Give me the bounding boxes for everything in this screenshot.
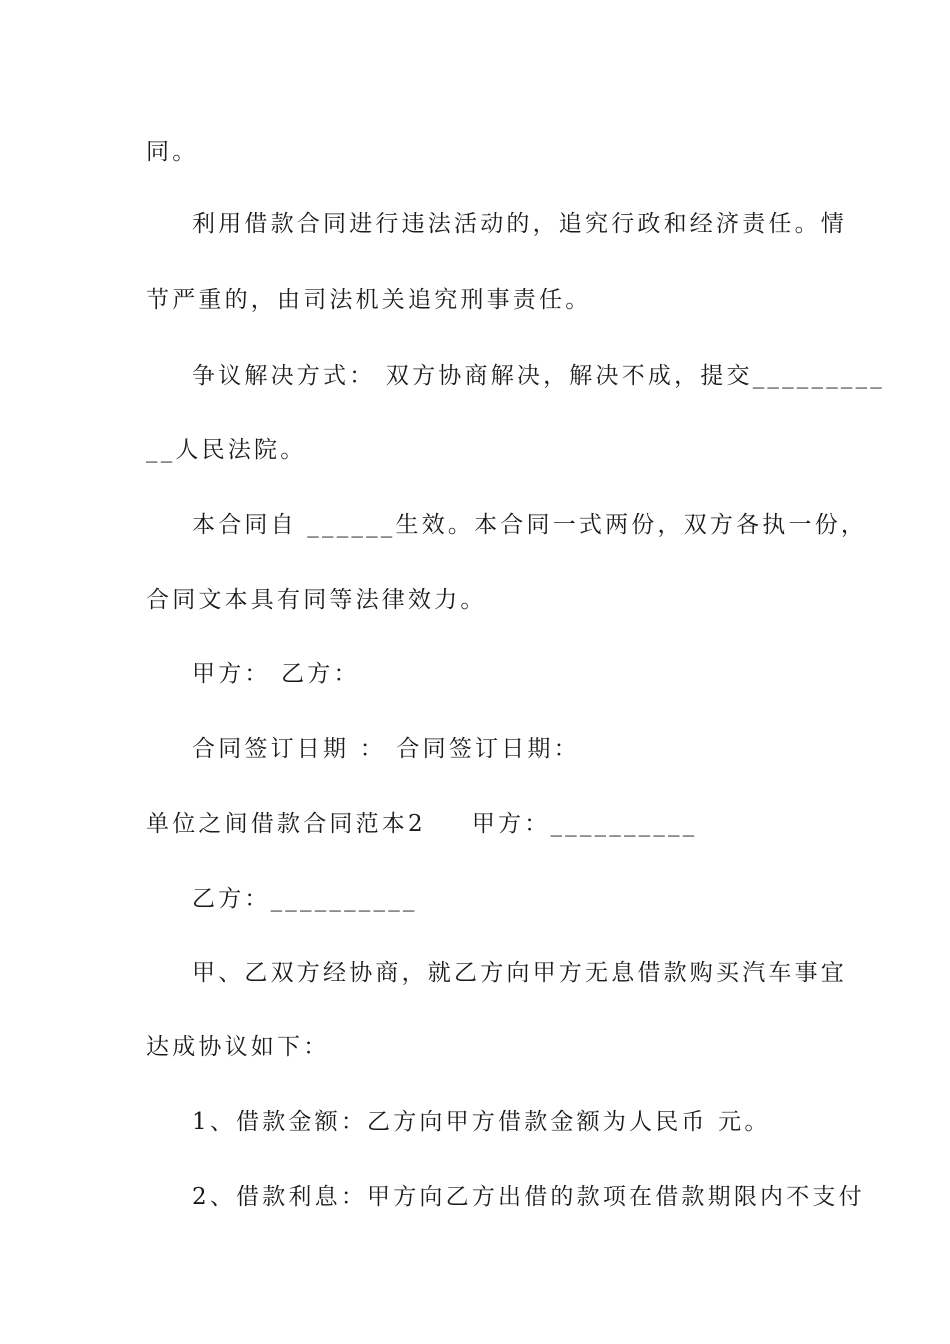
paragraph-line: 节严重的，由司法机关追究刑事责任。 — [146, 287, 592, 313]
section-title: 单位之间借款合同范本2 — [146, 811, 426, 837]
signing-date-line: 合同签订日期 ： 合同签订日期： — [192, 736, 580, 762]
paragraph-line: 利用借款合同进行违法活动的，追究行政和经济责任。情 — [192, 211, 847, 237]
dispute-resolution-line: 争议解决方式： 双方协商解决，解决不成，提交_________ — [192, 363, 886, 389]
paragraph-line: 达成协议如下： — [146, 1034, 330, 1060]
paragraph-line: 合同文本具有同等法律效力。 — [146, 587, 487, 613]
signature-parties-line: 甲方： 乙方： — [192, 661, 360, 687]
paragraph-line: 甲、乙双方经协商，就乙方向甲方无息借款购买汽车事宜 — [192, 960, 847, 986]
paragraph-line: __人民法院。 — [146, 437, 307, 463]
section-heading-line — [146, 813, 697, 836]
effective-date-line: 本合同自 ______生效。本合同一式两份，双方各执一份， — [192, 512, 868, 538]
clause-loan-interest: 2、借款利息：甲方向乙方出借的款项在借款期限内不支付 — [192, 1184, 865, 1210]
clause-loan-amount: 1、借款金额：乙方向甲方借款金额为人民币 元。 — [192, 1109, 771, 1135]
paragraph-line: 同。 — [146, 139, 199, 165]
party-b-field: 乙方：__________ — [192, 886, 418, 912]
party-a-field: 甲方：__________ — [471, 811, 698, 837]
